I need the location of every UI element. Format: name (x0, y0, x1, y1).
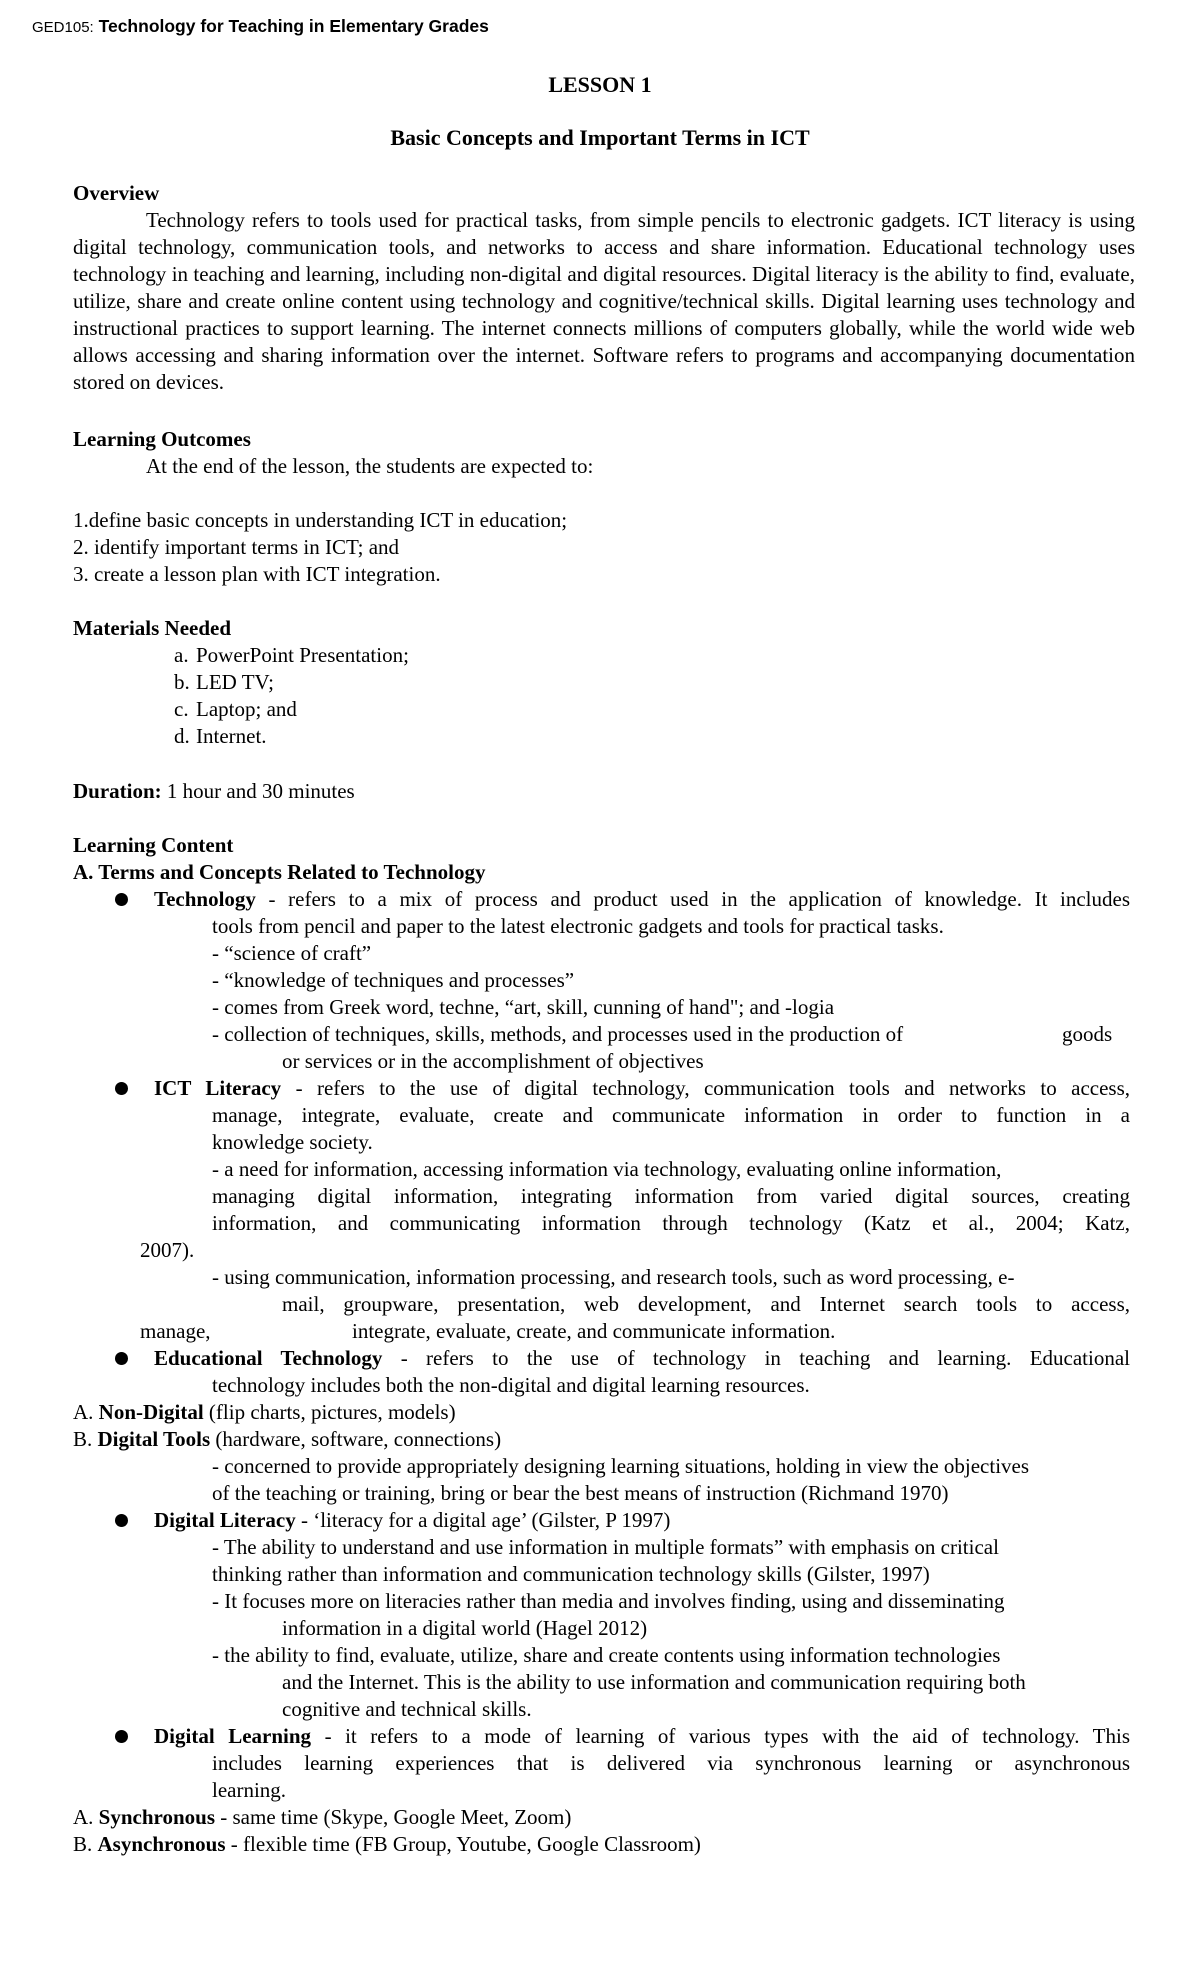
outcome-item: 1.define basic concepts in understanding ICT in education; (73, 508, 568, 532)
material-item: Laptop; and (196, 697, 297, 721)
diglit-line: thinking rather than information and communication technology skills (Gilster, 1997) (212, 1562, 930, 1586)
overview-heading: Overview (73, 181, 160, 205)
duration-value: 1 hour and 30 minutes (166, 779, 355, 803)
material-letter: a. (174, 643, 189, 667)
edtech-line: Educational Technology - refers to the use of technology in teaching and learning. Educational (154, 1346, 1130, 1370)
ict-line: integrate, evaluate, create, and communicate information. (352, 1319, 836, 1343)
diglearn-subitem: A. Synchronous - same time (Skype, Google Meet, Zoom) (73, 1805, 572, 1829)
technology-term: Technology (154, 887, 256, 911)
material-item: Internet. (196, 724, 267, 748)
diglit-line: Digital Literacy - ‘literacy for a digital age’ (Gilster, P 1997) (154, 1508, 671, 1532)
ict-line: knowledge society. (212, 1130, 373, 1154)
edtech-term: Educational Technology (154, 1346, 383, 1370)
edtech-line: - concerned to provide appropriately designing learning situations, holding in view the objectives (212, 1454, 1030, 1478)
diglit-line: - the ability to find, evaluate, utilize, share and create contents using information technologies (212, 1643, 1001, 1667)
technology-line: goods (1062, 1022, 1113, 1046)
material-letter: c. (174, 697, 189, 721)
content-heading: Learning Content (73, 833, 234, 857)
overview-paragraph: Technology refers to tools used for practical tasks, from simple pencils to electronic gadgets. ICT literacy is using digital technology, communication tools, and networks to access and share information. Educational technology uses technology in teaching and learning, including non-digital and digital resources. Digital literacy is the ability to find, evaluate, utilize, share and create online content using technology and cognitive/technical skills. Digital learning uses technology and instructional practices to support learning. The internet connects millions of computers globally, while the world wide web allows accessing and sharing information over the internet. Software refers to programs and accompanying documentation stored on devices. (73, 208, 1135, 394)
ict-line: managing digital information, integrating information from varied digital sources, creating (212, 1184, 1130, 1208)
diglit-line: and the Internet. This is the ability to use information and communication requiring both (282, 1670, 1026, 1694)
course-title: Technology for Teaching in Elementary Grades (98, 16, 489, 36)
course-code: GED105: (32, 19, 94, 36)
ict-line: manage, integrate, evaluate, create and communicate information in order to function in a (212, 1103, 1130, 1127)
bullet-icon (115, 1082, 128, 1095)
edtech-subitem: B. Digital Tools (hardware, software, connections) (73, 1427, 502, 1451)
lesson-title: Basic Concepts and Important Terms in ICT (390, 125, 810, 150)
technology-line: - “knowledge of techniques and processes” (212, 968, 575, 992)
diglit-term: Digital Literacy (154, 1508, 296, 1532)
outcomes-heading: Learning Outcomes (73, 427, 251, 451)
material-item: LED TV; (196, 670, 274, 694)
ict-line: 2007). (140, 1238, 195, 1262)
diglearn-subitem: B. Asynchronous - flexible time (FB Group, Youtube, Google Classroom) (73, 1832, 701, 1856)
material-letter: d. (174, 724, 190, 748)
bullet-icon (115, 1352, 128, 1365)
ict-term: ICT Literacy (154, 1076, 282, 1100)
ict-line: mail, groupware, presentation, web development, and Internet search tools to access, (282, 1292, 1130, 1316)
ict-line: - a need for information, accessing information via technology, evaluating online information, (212, 1157, 1002, 1181)
technology-line: - comes from Greek word, techne, “art, skill, cunning of hand"; and -logia (212, 995, 835, 1019)
technology-line: - “science of craft” (212, 941, 372, 965)
material-item: PowerPoint Presentation; (196, 643, 409, 667)
ict-line: information, and communicating information through technology (Katz et al., 2004; Katz, (212, 1211, 1130, 1235)
technology-line: tools from pencil and paper to the latest electronic gadgets and tools for practical tasks. (212, 914, 944, 938)
edtech-line: technology includes both the non-digital and digital learning resources. (212, 1373, 810, 1397)
ict-line: - using communication, information processing, and research tools, such as word processing, e- (212, 1265, 1015, 1289)
running-header (32, 16, 489, 37)
diglearn-line: Digital Learning - it refers to a mode of learning of various types with the aid of technology. This (154, 1724, 1130, 1748)
diglit-line: - It focuses more on literacies rather than media and involves finding, using and disseminating (212, 1589, 1005, 1613)
materials-heading: Materials Needed (73, 616, 232, 640)
outcome-item: 3. create a lesson plan with ICT integration. (73, 562, 441, 586)
material-letter: b. (174, 670, 190, 694)
outcome-item: 2. identify important terms in ICT; and (73, 535, 400, 559)
ict-line: ICT Literacy - refers to the use of digital technology, communication tools and networks to access, (154, 1076, 1131, 1100)
duration-label: Duration: (73, 779, 162, 803)
bullet-icon (115, 893, 128, 906)
bullet-icon (115, 1730, 128, 1743)
edtech-line: of the teaching or training, bring or bear the best means of instruction (Richmand 1970) (212, 1481, 949, 1505)
duration (73, 779, 355, 803)
diglearn-line: includes learning experiences that is delivered via synchronous learning or asynchronous (212, 1751, 1130, 1775)
bullet-icon (115, 1514, 128, 1527)
diglit-line: cognitive and technical skills. (282, 1697, 532, 1721)
outcomes-intro: At the end of the lesson, the students are expected to: (146, 454, 594, 478)
edtech-subitem: A. Non-Digital (flip charts, pictures, models) (73, 1400, 456, 1424)
diglearn-term: Digital Learning (154, 1724, 312, 1748)
lesson-number: LESSON 1 (548, 72, 652, 97)
technology-line: Technology - refers to a mix of process and product used in the application of knowledge. It includes (154, 887, 1131, 911)
diglit-line: information in a digital world (Hagel 2012) (282, 1616, 648, 1640)
diglearn-line: learning. (212, 1778, 287, 1802)
technology-line: or services or in the accomplishment of objectives (282, 1049, 704, 1073)
content-subheading: A. Terms and Concepts Related to Technology (73, 860, 486, 884)
technology-line: - collection of techniques, skills, methods, and processes used in the production of (212, 1022, 904, 1046)
diglit-line: - The ability to understand and use information in multiple formats” with emphasis on critical (212, 1535, 999, 1559)
ict-line: manage, (140, 1319, 211, 1343)
